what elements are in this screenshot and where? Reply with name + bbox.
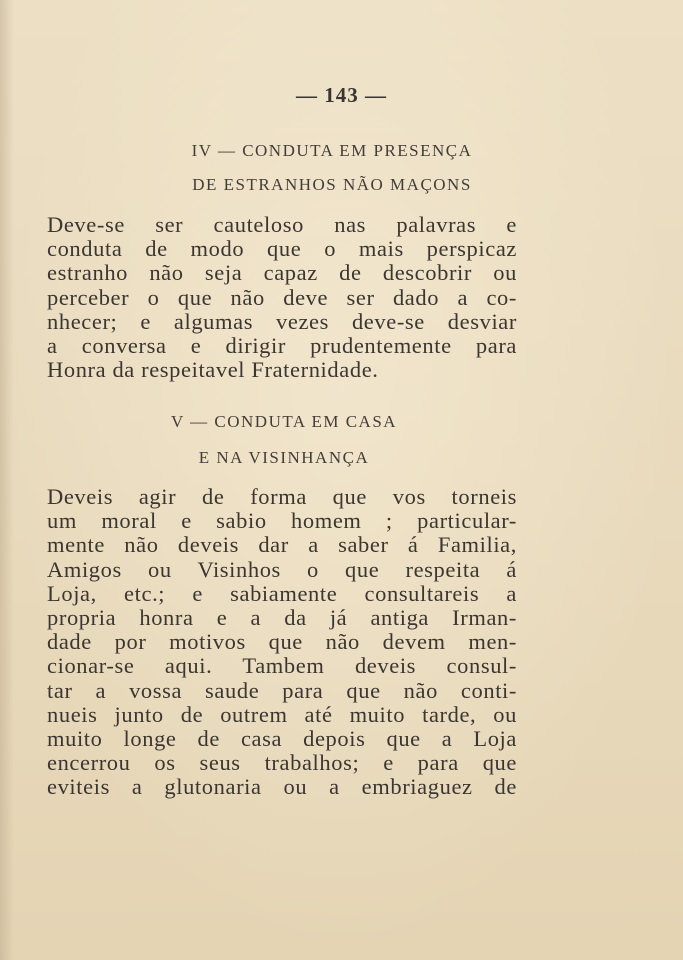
paragraph-line: eviteis a glutonaria ou a embriaguez de — [47, 774, 517, 800]
section-v-paragraph — [47, 485, 517, 799]
paragraph-line: tar a vossa saude para que não conti- — [47, 677, 517, 703]
paragraph-line: conduta de modo que o mais perspicaz — [47, 236, 517, 262]
section-iv-heading-line-2: DE ESTRANHOS NÃO MAÇONS — [192, 175, 472, 194]
paragraph-line: cionar-se aqui. Tambem deveis consul- — [47, 653, 517, 679]
paragraph-line: dade por motivos que não devem men- — [47, 629, 517, 655]
paragraph-line: nueis junto de outrem até muito tarde, ou — [47, 701, 517, 727]
paragraph-line: a conversa e dirigir prudentemente para — [47, 332, 517, 358]
section-iv-paragraph — [47, 213, 517, 382]
paragraph-line: Deve-se ser cauteloso nas palavras e — [47, 212, 517, 237]
section-v-heading-line-2: E NA VISINHANÇA — [198, 448, 370, 467]
paragraph-line: muito longe de casa depois que a Loja — [47, 725, 517, 751]
paragraph-line: mente não deveis dar a saber á Familia, — [47, 532, 517, 558]
section-v-heading-line-1: V — CONDUTA EM CASA — [170, 412, 398, 431]
paragraph-line: Loja, etc.; e sabiamente consultareis a — [47, 580, 517, 606]
paragraph-line: um moral e sabio homem ; particular- — [47, 508, 517, 534]
paragraph-line: estranho não seja capaz de descobrir ou — [47, 260, 517, 286]
page-number: — 143 — — [296, 83, 387, 107]
paragraph-line: propria honra e a da já antiga Irman- — [47, 604, 517, 630]
section-iv-heading-line-1: IV — CONDUTA EM PRESENÇA — [191, 141, 473, 160]
paragraph-line: nhecer; e algumas vezes deve-se desviar — [47, 308, 517, 334]
page-edge-shadow — [0, 0, 14, 960]
paragraph-line: Honra da respeitavel Fraternidade. — [47, 357, 379, 383]
paragraph-line: Amigos ou Visinhos o que respeita á — [47, 556, 517, 582]
paragraph-line: perceber o que não deve ser dado a co- — [47, 284, 517, 310]
paragraph-line: encerrou os seus trabalhos; e para que — [47, 750, 517, 776]
paragraph-line: Deveis agir de forma que vos torneis — [47, 484, 517, 509]
